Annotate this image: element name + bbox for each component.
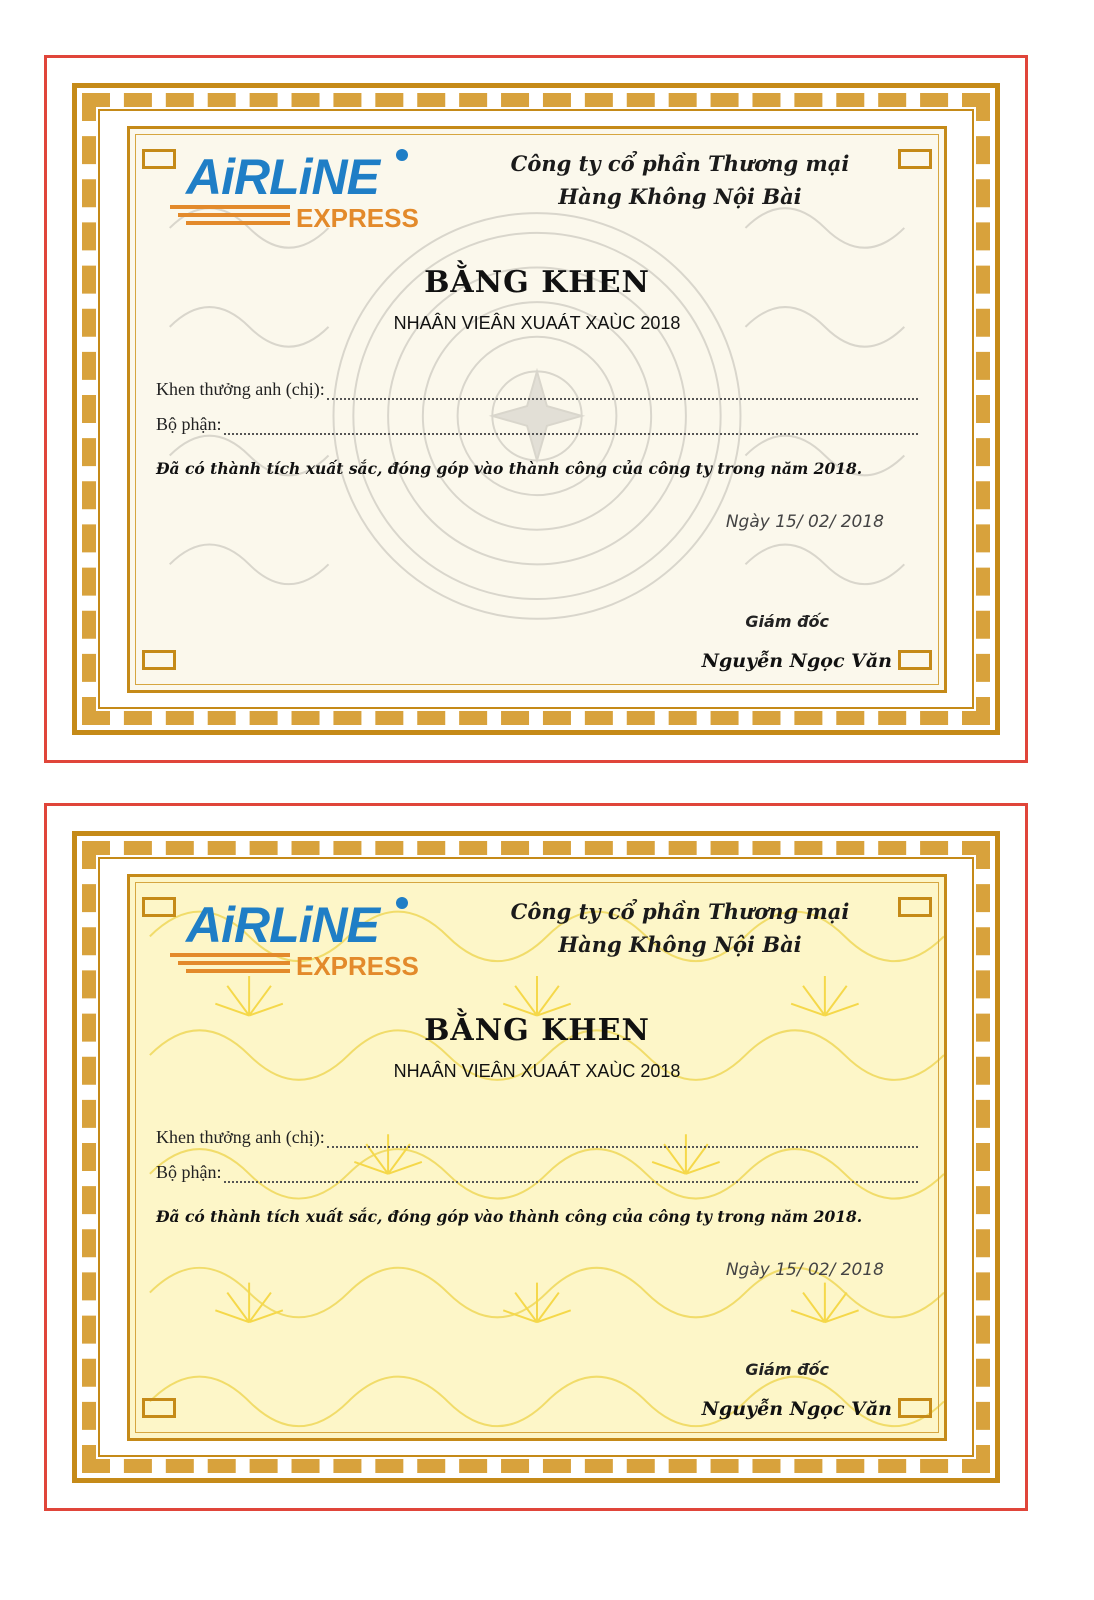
signer-name: Nguyễn Ngọc Văn [701,1398,892,1420]
praise-statement: Đã có thành tích xuất sắc, đóng góp vào thành công của công ty trong năm 2018. [156,459,863,478]
company-name [500,895,860,961]
department-dotted-line[interactable] [224,419,919,435]
department-field[interactable] [156,1162,918,1183]
praise-statement: Đã có thành tích xuất sắc, đóng góp vào thành công của công ty trong năm 2018. [156,1207,863,1226]
signer-role: Giám đốc [745,612,829,631]
certificate-subtitle: NHAÂN VIEÂN XUAÁT XAÙC 2018 [393,1061,681,1081]
department-dotted-line[interactable] [224,1167,919,1183]
certificate-panel [127,874,947,1441]
certificate-title: BẰNG KHEN [424,265,650,300]
certificate-2 [44,803,1028,1511]
recipient-name-dotted-line[interactable] [327,1132,918,1148]
department-field[interactable] [156,414,918,435]
company-line-1: Công ty cổ phần Thương mại [510,899,850,924]
issue-date: Ngày 15/ 02/ 2018 [725,1260,884,1280]
airline-express-logo [170,149,440,229]
certificate-1 [44,55,1028,763]
recipient-name-dotted-line[interactable] [327,384,918,400]
certificate-title: BẰNG KHEN [424,1013,650,1048]
recipient-name-label: Khen thưởng anh (chị): [156,379,325,399]
corner-ornament [898,650,932,670]
department-label: Bộ phận: [156,414,222,434]
airline-express-logo [170,897,440,977]
company-line-2: Hàng Không Nội Bài [558,184,802,209]
corner-ornament [898,897,932,917]
recipient-name-field[interactable] [156,379,918,400]
company-line-1: Công ty cổ phần Thương mại [510,151,850,176]
recipient-name-field[interactable] [156,1127,918,1148]
company-name [500,147,860,213]
corner-ornament [142,650,176,670]
corner-ornament [898,1398,932,1418]
issue-date: Ngày 15/ 02/ 2018 [725,512,884,532]
logo-main-text: AiRLiNE [186,149,379,205]
certificate-subtitle: NHAÂN VIEÂN XUAÁT XAÙC 2018 [393,313,681,333]
certificate-panel [127,126,947,693]
signer-name: Nguyễn Ngọc Văn [701,650,892,672]
logo-main-text: AiRLiNE [186,897,379,953]
corner-ornament [142,1398,176,1418]
company-line-2: Hàng Không Nội Bài [558,932,802,957]
department-label: Bộ phận: [156,1162,222,1182]
signer-role: Giám đốc [745,1360,829,1379]
recipient-name-label: Khen thưởng anh (chị): [156,1127,325,1147]
corner-ornament [898,149,932,169]
logo-sub-text: EXPRESS [296,203,419,229]
logo-sub-text: EXPRESS [296,951,419,977]
